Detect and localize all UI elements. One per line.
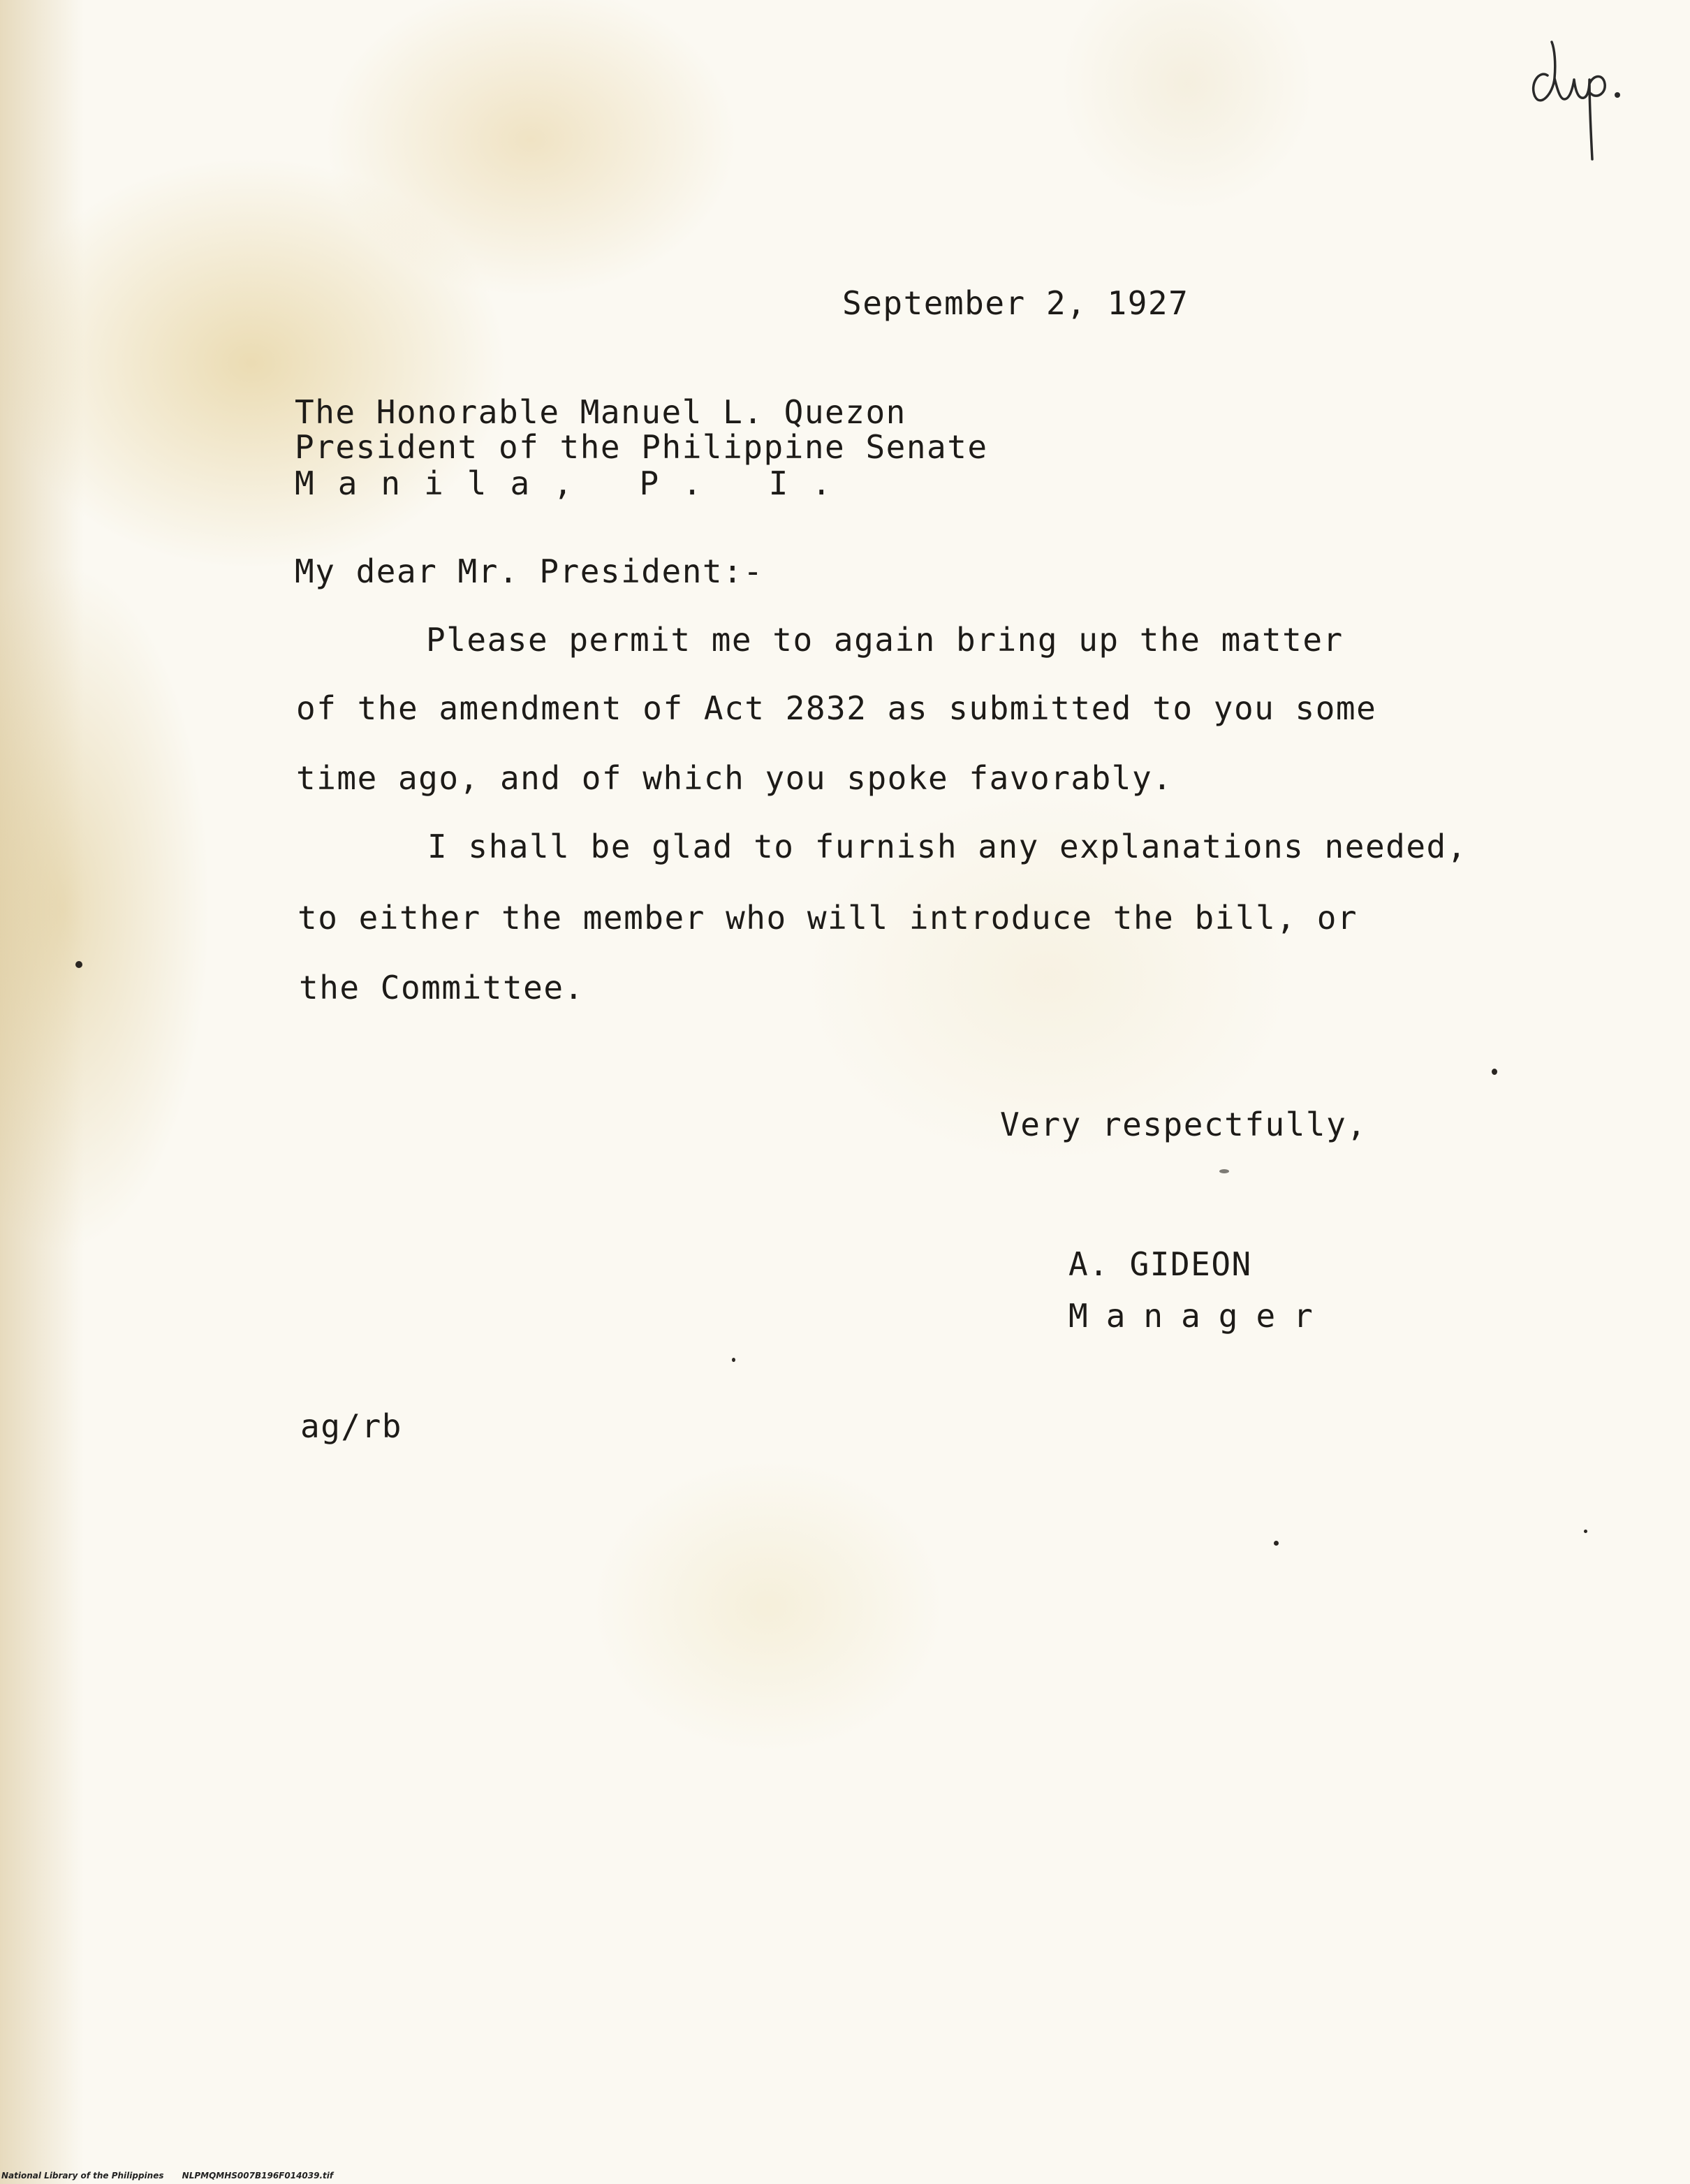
body-line-6: the Committee. <box>299 969 585 1006</box>
scan-footer <box>0 2168 333 2183</box>
body-line-2: of the amendment of Act 2832 as submitted to you some <box>296 689 1377 727</box>
ink-speck <box>1584 1530 1587 1533</box>
complimentary-close: Very respectfully, <box>1000 1106 1367 1143</box>
body-line-4: I shall be glad to furnish any explanations needed, <box>427 828 1467 865</box>
letter-date: September 2, 1927 <box>842 284 1189 322</box>
signatory-name: A. GIDEON <box>1068 1245 1252 1283</box>
ink-speck <box>1219 1169 1229 1173</box>
ink-speck <box>1492 1069 1497 1075</box>
recipient-line-3: Manila, P. I. <box>295 464 855 502</box>
ink-speck <box>1274 1541 1279 1546</box>
body-line-3: time ago, and of which you spoke favorably. <box>296 759 1173 797</box>
body-line-1: Please permit me to again bring up the matter <box>426 621 1344 659</box>
signatory-title: Manager <box>1068 1297 1331 1335</box>
body-line-5: to either the member who will introduce the bill, or <box>297 899 1358 937</box>
recipient-line-1: The Honorable Manuel L. Quezon <box>295 393 906 431</box>
salutation: My dear Mr. President:- <box>295 552 764 590</box>
handwritten-annotation <box>1520 21 1645 161</box>
footer-library: National Library of the Philippines <box>1 2171 164 2181</box>
recipient-line-2: President of the Philippine Senate <box>295 428 988 466</box>
ink-speck <box>75 961 82 968</box>
reference-initials: ag/rb <box>300 1407 402 1445</box>
ink-speck <box>732 1358 735 1362</box>
footer-filename: NLPMQMHS007B196F014039.tif <box>182 2171 334 2181</box>
